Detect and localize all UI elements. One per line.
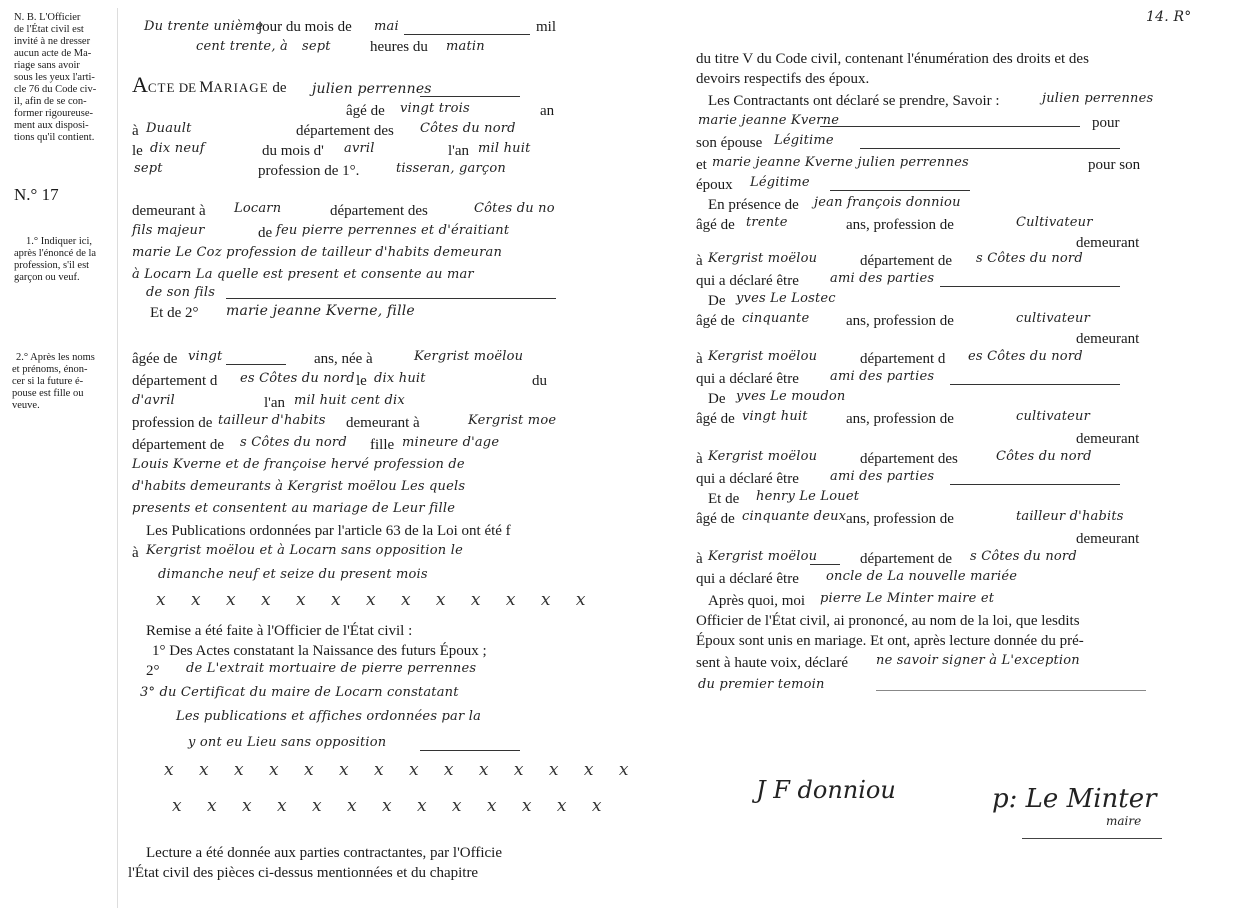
margin-note2-4: pouse est fille ou <box>12 388 84 399</box>
closing-label: Après quoi, moi <box>708 593 806 609</box>
witness3-dept: Côtes du nord <box>996 449 1092 464</box>
bride-prof-label: profession de <box>132 415 213 431</box>
and-label: et <box>696 157 707 173</box>
header-month: mai <box>374 19 399 34</box>
witness3-prof-label: ans, profession de <box>846 411 954 427</box>
witness4-prof-label: ans, profession de <box>846 511 954 527</box>
witness1-name: jean françois donniou <box>814 195 961 210</box>
witness1-age: trente <box>746 215 788 230</box>
doc-item-3b: Les publications et affiches ordonnées par la <box>176 709 482 724</box>
bride-parents-1: Louis Kverne et de françoise hervé profession de <box>132 457 465 472</box>
witness2-residence: Kergrist moëlou <box>708 349 818 364</box>
publications-dates: dimanche neuf et seize du present mois <box>158 567 428 582</box>
witness2-place-prefix: à <box>696 351 703 367</box>
fill-line <box>830 190 970 191</box>
groom-parents-3: à Locarn La quelle est present et consente au mar <box>132 267 474 282</box>
witness4-demeurant: demeurant <box>1076 531 1140 547</box>
bride-dept-label: département d <box>132 373 218 389</box>
bride-month: d'avril <box>132 393 175 408</box>
witness4-decl-label: qui a déclaré être <box>696 571 799 587</box>
bride-day: dix huit <box>374 371 426 386</box>
fill-line <box>420 750 520 751</box>
contractants-label: Les Contractants ont déclaré se prendre, Savoir : <box>708 93 1000 109</box>
witness3-age: vingt huit <box>742 409 808 424</box>
bride-dept2-label: département de <box>132 437 225 453</box>
witness2-dept-label: département d <box>860 351 946 367</box>
witness4-relation: oncle de La nouvelle mariée <box>826 569 1018 584</box>
margin-nb-2: de l'État civil est <box>14 24 84 35</box>
pour-label: pour <box>1092 115 1120 131</box>
header-mil: mil <box>536 19 557 35</box>
groom-profession: tisseran, garçon <box>396 161 506 176</box>
bride-status: mineure d'age <box>402 435 500 450</box>
witness4-dept: s Côtes du nord <box>970 549 1077 564</box>
witness2-label: De <box>708 293 726 309</box>
continuation-line-2: devoirs respectifs des époux. <box>696 71 870 87</box>
doc-item-3: 3° du Certificat du maire de Locarn constatant <box>140 685 459 700</box>
margin-nb-10: ment aux disposi- <box>14 120 89 131</box>
header-day: Du trente unième <box>144 19 264 34</box>
margin-nb-9: former rigoureuse- <box>14 108 94 119</box>
doc-item-2-prefix: 2° <box>146 663 160 679</box>
witness2-dept: es Côtes du nord <box>968 349 1083 364</box>
margin-note1-1: 1.° Indiquer ici, <box>26 236 93 247</box>
witness2-decl-label: qui a déclaré être <box>696 371 799 387</box>
fill-line <box>820 126 1080 127</box>
bride-parents-2: d'habits demeurants à Kergrist moëlou Les quels <box>132 479 466 494</box>
groom-name: julien perrennes <box>312 81 432 97</box>
witness4-residence: Kergrist moëlou <box>708 549 818 564</box>
born-month: avril <box>344 141 375 156</box>
epoux-label: époux <box>696 177 733 193</box>
header-hour: sept <box>302 39 331 54</box>
bride-year: mil huit cent dix <box>294 393 405 408</box>
groom-age: vingt trois <box>400 101 470 116</box>
signature-exception: du premier temoin <box>698 677 825 692</box>
birth-prefix: à <box>132 123 139 139</box>
margin-nb-6: sous les yeux l'arti- <box>14 72 95 83</box>
fill-line <box>950 484 1120 485</box>
fill-line <box>226 298 556 299</box>
birth-dept: Côtes du nord <box>420 121 516 136</box>
dept-label: département des <box>296 123 394 139</box>
header-month-label: jour du mois de <box>258 19 352 35</box>
fill-line <box>420 96 520 97</box>
witness2-name: yves Le Lostec <box>736 291 836 306</box>
residence: Locarn <box>234 201 282 216</box>
witness4-name: henry Le Louet <box>756 489 860 504</box>
lecture-line-2: l'État civil des pièces ci-dessus mentionnées et du chapitre <box>128 865 479 881</box>
witness1-dept-label: département de <box>860 253 953 269</box>
witness4-dept-label: département de <box>860 551 953 567</box>
margin-note2-5: veuve. <box>12 400 40 411</box>
act-number: N.° 17 <box>14 185 59 204</box>
closing-line-2: Officier de l'État civil, ai prononcé, au nom de la loi, que lesdits <box>696 613 1080 629</box>
witness4-profession: tailleur d'habits <box>1016 509 1124 524</box>
publications-place: Kergrist moëlou et à Locarn sans opposition le <box>146 543 463 558</box>
margin-nb-4: aucun acte de Ma- <box>14 48 92 59</box>
pour-son-label: pour son <box>1088 157 1141 173</box>
witness2-age-label: âgé de <box>696 313 735 329</box>
groom-parents-2: marie Le Coz profession de tailleur d'habits demeuran <box>132 245 503 260</box>
witness4-age: cinquante deux <box>742 509 847 524</box>
margin-note1-2: après l'énoncé de la <box>14 248 97 259</box>
second-contractant: marie jeanne Kverne julien perrennes <box>712 155 969 170</box>
bride-res-label: demeurant à <box>346 415 420 431</box>
witness1-place-prefix: à <box>696 253 703 269</box>
header-time: matin <box>446 39 485 54</box>
bride-birth-place: Kergrist moëlou <box>414 349 524 364</box>
margin-nb-11: tions qu'il contient. <box>14 132 95 143</box>
witness1-age-label: âgé de <box>696 217 735 233</box>
witness4-label: Et de <box>708 491 740 507</box>
margin-note2-3: cer si la future é- <box>12 376 84 387</box>
born-day-prefix: le <box>132 143 143 159</box>
crossed-blank-row: x x x x x x x x x x x x x <box>172 796 612 816</box>
spouse-qualifier: Légitime <box>774 133 834 148</box>
lecture-line-1: Lecture a été donnée aux parties contractantes, par l'Officie <box>146 845 502 861</box>
folio-number: 14. R° <box>1146 9 1192 25</box>
groom-age-label: âgé de <box>346 103 385 119</box>
witness1-prof-label: ans, profession de <box>846 217 954 233</box>
signature-witness: J F donniou <box>756 776 896 804</box>
bride-parents-3: presents et consentent au mariage de Leur fille <box>132 501 456 516</box>
closing-line-3: Époux sont unis en mariage. Et ont, après lecture donnée du pré- <box>696 633 1084 649</box>
parents-de: de <box>258 225 273 241</box>
witness1-dept: s Côtes du nord <box>976 251 1083 266</box>
bride-fille-label: fille <box>370 437 395 453</box>
bride-age: vingt <box>188 349 223 364</box>
groom-age-unit: an <box>540 103 555 119</box>
witness1-relation: ami des parties <box>830 271 935 286</box>
continuation-line-1: du titre V du Code civil, contenant l'énumération des droits et des <box>696 51 1089 67</box>
profession-label: profession de 1°. <box>258 163 360 179</box>
crossed-blank-row: x x x x x x x x x x x x x x <box>164 760 639 780</box>
bride-label: Et de 2° <box>150 305 199 321</box>
bride-dept2: s Côtes du nord <box>240 435 347 450</box>
witness3-age-label: âgé de <box>696 411 735 427</box>
margin-note2-2: et prénoms, énon- <box>12 364 88 375</box>
margin-nb-3: invité à ne dresser <box>14 36 91 47</box>
witness3-relation: ami des parties <box>830 469 935 484</box>
bride-du: du <box>532 373 547 389</box>
bride-year-label: l'an <box>264 395 286 411</box>
bride-age-label: âgée de <box>132 351 178 367</box>
born-month-label: du mois d' <box>262 143 324 159</box>
witness3-place-prefix: à <box>696 451 703 467</box>
epoux-qualifier: Légitime <box>750 175 810 190</box>
margin-nb-8: il, afin de se con- <box>14 96 87 107</box>
contractant-groom: julien perrennes <box>1042 91 1154 106</box>
witness2-demeurant: demeurant <box>1076 331 1140 347</box>
officer-name: pierre Le Minter maire et <box>820 591 995 606</box>
signature-flourish <box>1022 838 1162 839</box>
witness2-prof-label: ans, profession de <box>846 313 954 329</box>
witness1-residence: Kergrist moëlou <box>708 251 818 266</box>
witness3-dept-label: département des <box>860 451 958 467</box>
fill-line <box>226 364 286 365</box>
contractant-bride: marie jeanne Kverne <box>698 113 840 128</box>
signature-mayor: p: Le Minter <box>992 784 1157 814</box>
witness2-profession: cultivateur <box>1016 311 1090 326</box>
witness3-decl-label: qui a déclaré être <box>696 471 799 487</box>
bride-age-unit: ans, née à <box>314 351 373 367</box>
margin-note1-4: garçon ou veuf. <box>14 272 80 283</box>
witness1-decl-label: qui a déclaré être <box>696 273 799 289</box>
witness3-demeurant: demeurant <box>1076 431 1140 447</box>
crossed-blank-row: x x x x x x x x x x x x x <box>156 590 596 610</box>
witness3-residence: Kergrist moëlou <box>708 449 818 464</box>
witness3-name: yves Le moudon <box>736 389 846 404</box>
residence-label: demeurant à <box>132 203 206 219</box>
bride-dept: es Côtes du nord <box>240 371 355 386</box>
witness3-label: De <box>708 391 726 407</box>
born-year-label: l'an <box>448 143 470 159</box>
header-year: cent trente, à <box>196 39 288 54</box>
doc-item-3c: y ont eu Lieu sans opposition <box>188 735 387 750</box>
witness2-age: cinquante <box>742 311 810 326</box>
acte-title: ACTE DE MARIAGE de <box>132 72 287 97</box>
margin-nb-1: N. B. L'Officier <box>14 12 81 23</box>
right-page <box>680 0 1237 913</box>
margin-nb-7: cle 76 du Code civ- <box>14 84 97 95</box>
bride-name: marie jeanne Kverne, fille <box>226 303 415 319</box>
fill-line <box>876 690 1146 691</box>
closing-line-4: sent à haute voix, déclaré <box>696 655 849 671</box>
birth-place: Duault <box>146 121 192 136</box>
fill-line <box>940 286 1120 287</box>
groom-parents-1: feu pierre perrennes et d'éraitiant <box>276 223 510 238</box>
header-heures: heures du <box>370 39 428 55</box>
margin-note1-3: profession, s'il est <box>14 260 90 271</box>
doc-item-1: 1° Des Actes constatant la Naissance des futurs Époux ; <box>152 643 487 659</box>
signature-statement: ne savoir signer à L'exception <box>876 653 1080 668</box>
fill-line <box>404 34 530 35</box>
witness1-label: En présence de <box>708 197 799 213</box>
doc-item-2: de L'extrait mortuaire de pierre perrennes <box>186 661 477 676</box>
witness1-profession: Cultivateur <box>1016 215 1093 230</box>
born-year-cont: sept <box>134 161 163 176</box>
fill-line <box>860 148 1120 149</box>
margin-nb-5: riage sans avoir <box>14 60 80 71</box>
bride-residence: Kergrist moe <box>468 413 557 428</box>
publications-label: Les Publications ordonnées par l'article 63 de la Loi ont été f <box>146 523 511 539</box>
margin-note2-1: 2.° Après les noms <box>16 352 95 363</box>
groom-parents-4: de son fils <box>146 285 216 300</box>
pub-prefix: à <box>132 545 139 561</box>
witness2-relation: ami des parties <box>830 369 935 384</box>
fill-line <box>950 384 1120 385</box>
born-year: mil huit <box>478 141 531 156</box>
bride-profession: tailleur d'habits <box>218 413 326 428</box>
born-day: dix neuf <box>150 141 205 156</box>
fill-line <box>810 564 840 565</box>
groom-status: fils majeur <box>132 223 205 238</box>
res-dept: Côtes du no <box>474 201 555 216</box>
remise-label: Remise a été faite à l'Officier de l'État civil : <box>146 623 413 639</box>
res-dept-label: département des <box>330 203 428 219</box>
witness3-profession: cultivateur <box>1016 409 1090 424</box>
signature-mayor-title: maire <box>1106 814 1142 828</box>
witness4-age-label: âgé de <box>696 511 735 527</box>
bride-day-prefix: le <box>356 373 367 389</box>
witness1-demeurant: demeurant <box>1076 235 1140 251</box>
spouse-label: son épouse <box>696 135 763 151</box>
witness4-place-prefix: à <box>696 551 703 567</box>
